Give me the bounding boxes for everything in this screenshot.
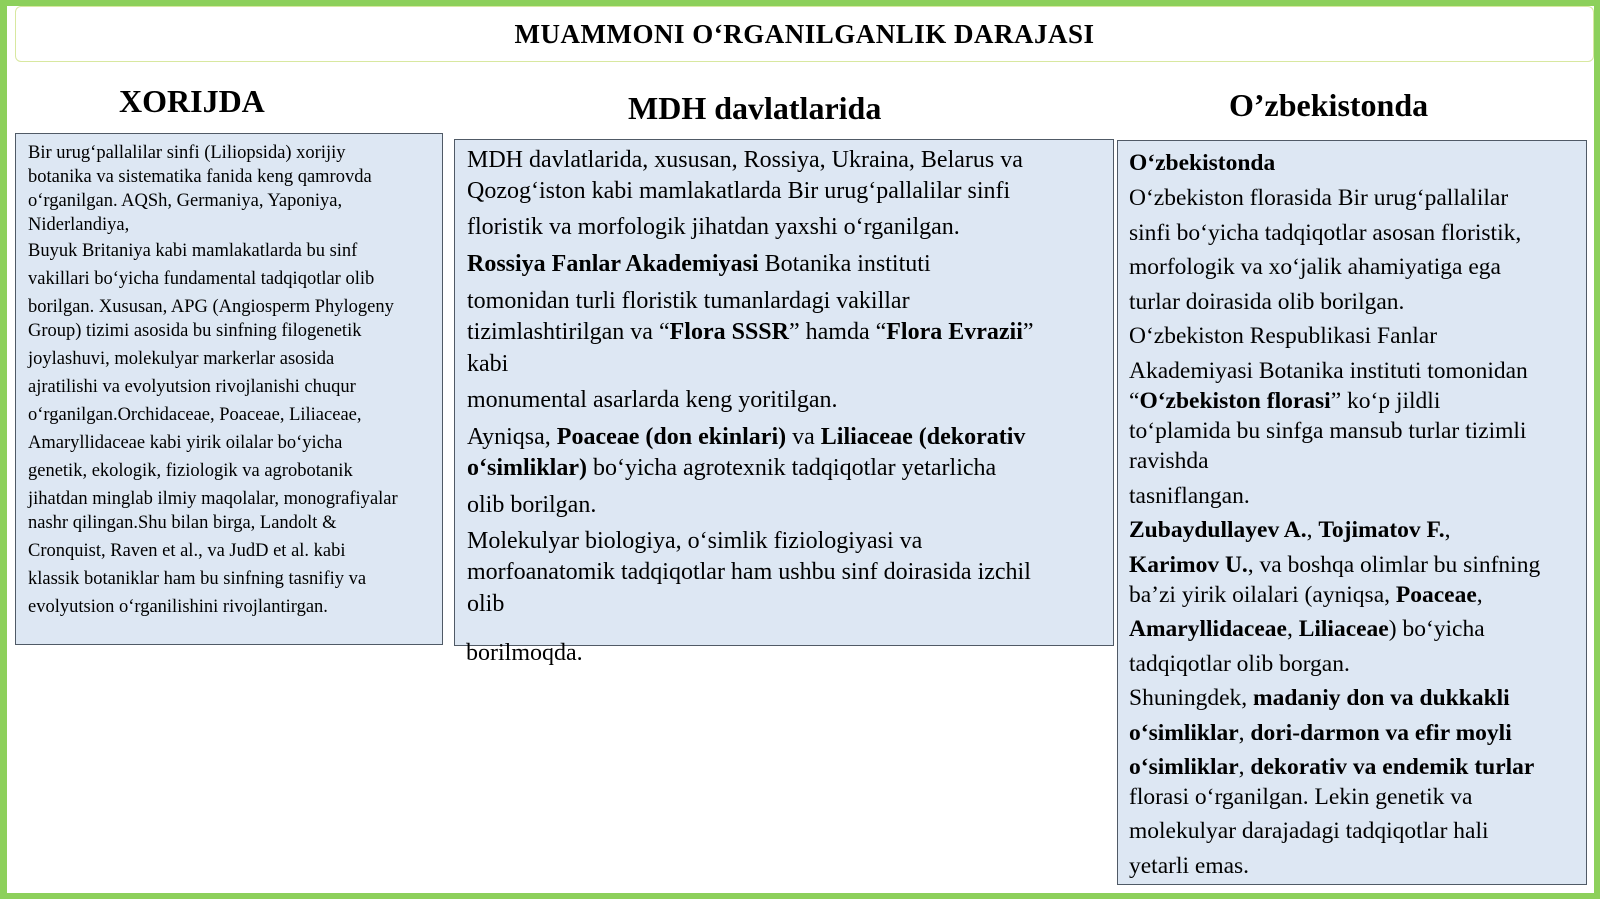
cis-line: MDH davlatlarida, xususan, Rossiya, Ukraina, Belarus va	[467, 147, 1023, 173]
foreign-line: Amaryllidaceae kabi yirik oilalar bo‘yicha	[28, 433, 343, 453]
cis-line: Molekulyar biologiya, o‘simlik fiziologiyasi va	[467, 528, 923, 554]
text: “	[1129, 388, 1140, 414]
uz-line: morfologik va xo‘jalik ahamiyatiga ega	[1129, 254, 1501, 280]
cis-text-box	[454, 139, 1114, 646]
bold-text: Zubaydullayev A.	[1129, 517, 1307, 543]
heading-uzbekistan: O’zbekistonda	[1229, 87, 1429, 123]
cis-line: olib borilgan.	[467, 492, 597, 518]
bold-text: Liliaceae	[1298, 616, 1389, 642]
bold-text: Rossiya Fanlar Akademiyasi	[467, 251, 759, 277]
text: tizimlashtirilgan va “	[467, 319, 670, 345]
text: Shuningdek,	[1129, 685, 1254, 711]
foreign-line: jihatdan minglab ilmiy maqolalar, monografiyalar	[28, 489, 398, 509]
cis-line	[467, 251, 931, 278]
uz-line: tadqiqotlar olib borgan.	[1129, 651, 1350, 677]
cis-line: floristik va morfologik jihatdan yaxshi o‘rganilgan.	[467, 214, 960, 240]
bold-text: Poaceae	[1395, 582, 1477, 608]
text: ,	[1238, 754, 1251, 780]
bold-text: o‘simliklar	[1129, 720, 1239, 746]
foreign-line: Cronquist, Raven et al., va JudD et al. kabi	[28, 541, 346, 561]
uzbekistan-text-box	[1117, 140, 1587, 885]
uz-line: turlar doirasida olib borilgan.	[1129, 289, 1405, 315]
heading-cis: MDH davlatlarida	[628, 90, 882, 126]
text: ) bo‘yicha	[1388, 616, 1485, 642]
uz-line: yetarli emas.	[1129, 853, 1250, 879]
foreign-line: nashr qilingan.Shu bilan birga, Landolt &	[28, 513, 337, 533]
cis-line: monumental asarlarda keng yoritilgan.	[467, 387, 838, 413]
foreign-line: genetik, ekologik, fiziologik va agrobotanik	[28, 461, 353, 481]
bold-text: madaniy don va dukkakli	[1253, 685, 1510, 711]
text: Botanika instituti	[758, 251, 931, 277]
uz-line: O‘zbekiston florasida Bir urug‘pallalilar	[1129, 185, 1509, 211]
foreign-line: borilgan. Xususan, APG (Angiosperm Phylogeny	[28, 297, 394, 317]
uz-line	[1129, 150, 1275, 177]
text: ,	[1306, 517, 1319, 543]
uz-line: tasniflangan.	[1129, 483, 1250, 509]
uz-line	[1129, 582, 1483, 609]
text: ,	[1286, 616, 1299, 642]
foreign-line: joylashuvi, molekulyar markerlar asosida	[28, 349, 335, 369]
bold-text: O‘zbekistonda	[1129, 150, 1276, 176]
foreign-line: Bir urug‘pallalilar sinfi (Liliopsida) xorijiy	[28, 143, 346, 163]
bold-text: Liliaceae (dekorativ	[820, 424, 1026, 450]
cis-line: Qozog‘iston kabi mamlakatlarda Bir urug‘pallalilar sinfi	[467, 178, 1011, 204]
bold-text: dekorativ va endemik turlar	[1250, 754, 1535, 780]
uz-line	[1129, 517, 1450, 544]
bold-text: O‘zbekiston florasi	[1139, 388, 1331, 414]
uz-line	[1129, 552, 1540, 579]
uz-line: molekulyar darajadagi tadqiqotlar hali	[1129, 818, 1489, 844]
text: ”	[1022, 319, 1034, 345]
cis-line	[467, 319, 1034, 346]
foreign-text-box	[15, 133, 443, 645]
text: ,	[1238, 720, 1251, 746]
text: ” hamda “	[788, 319, 887, 345]
bold-text: Tojimatov F.	[1318, 517, 1445, 543]
foreign-line: Niderlandiya,	[28, 215, 130, 235]
cis-line: tomonidan turli floristik tumanlardagi vakillar	[467, 288, 910, 314]
bold-text: o‘simliklar	[1129, 754, 1239, 780]
cis-overflow-line: borilmoqda.	[466, 640, 583, 666]
text: ,	[1444, 517, 1451, 543]
bold-text: dori-darmon va efir moyli	[1250, 720, 1512, 746]
bold-text: Poaceae (don ekinlari)	[556, 424, 787, 450]
bold-text: Amaryllidaceae	[1129, 616, 1287, 642]
bold-text: Flora Evrazii	[886, 319, 1023, 345]
page-title: MUAMMONI O‘RGANILGANLIK DARAJASI	[15, 6, 1594, 62]
uz-line	[1129, 720, 1512, 747]
cis-line: morfoanatomik tadqiqotlar ham ushbu sinf doirasida izchil	[467, 559, 1031, 585]
uz-line	[1129, 685, 1510, 712]
foreign-line: o‘rganilgan. AQSh, Germaniya, Yaponiya,	[28, 191, 343, 211]
text: bo‘yicha agrotexnik tadqiqotlar yetarlicha	[587, 455, 997, 481]
uz-line: sinfi bo‘yicha tadqiqotlar asosan floristik,	[1129, 220, 1522, 246]
text: va	[786, 424, 821, 450]
foreign-line: o‘rganilgan.Orchidaceae, Poaceae, Liliaceae,	[28, 405, 362, 425]
uz-line	[1129, 388, 1440, 415]
bold-text: o‘simliklar)	[467, 455, 587, 481]
foreign-line: evolyutsion o‘rganilishini rivojlantirgan.	[28, 597, 328, 617]
uz-line	[1129, 616, 1485, 643]
text: ba’zi yirik oilalari (ayniqsa,	[1129, 582, 1396, 608]
cis-line	[467, 424, 1025, 451]
text: Ayniqsa,	[467, 424, 557, 450]
foreign-line: klassik botaniklar ham bu sinfning tasnifiy va	[28, 569, 367, 589]
uz-line: O‘zbekiston Respublikasi Fanlar	[1129, 323, 1438, 349]
foreign-line: ajratilishi va evolyutsion rivojlanishi chuqur	[28, 377, 356, 397]
foreign-line: Buyuk Britaniya kabi mamlakatlarda bu sinf	[28, 241, 358, 261]
text: ,	[1476, 582, 1483, 608]
uz-line	[1129, 754, 1534, 781]
foreign-line: vakillari bo‘yicha fundamental tadqiqotlar olib	[28, 269, 375, 289]
foreign-line: botanika va sistematika fanida keng qamrovda	[28, 167, 372, 187]
uz-line: ravishda	[1129, 448, 1209, 474]
bold-text: Karimov U.	[1129, 552, 1248, 578]
text: , va boshqa olimlar bu sinfning	[1247, 552, 1541, 578]
uz-line: florasi o‘rganilgan. Lekin genetik va	[1129, 784, 1473, 810]
uz-line: to‘plamida bu sinfga mansub turlar tizimli	[1129, 418, 1527, 444]
cis-line: kabi	[467, 351, 509, 377]
uz-line: Akademiyasi Botanika instituti tomonidan	[1129, 358, 1528, 384]
heading-foreign: XORIJDA	[119, 83, 265, 119]
text: ” ko‘p jildli	[1330, 388, 1441, 414]
cis-line	[467, 455, 996, 482]
bold-text: Flora SSSR	[669, 319, 789, 345]
foreign-line: Group) tizimi asosida bu sinfning filogenetik	[28, 321, 362, 341]
cis-line: olib	[467, 591, 505, 617]
